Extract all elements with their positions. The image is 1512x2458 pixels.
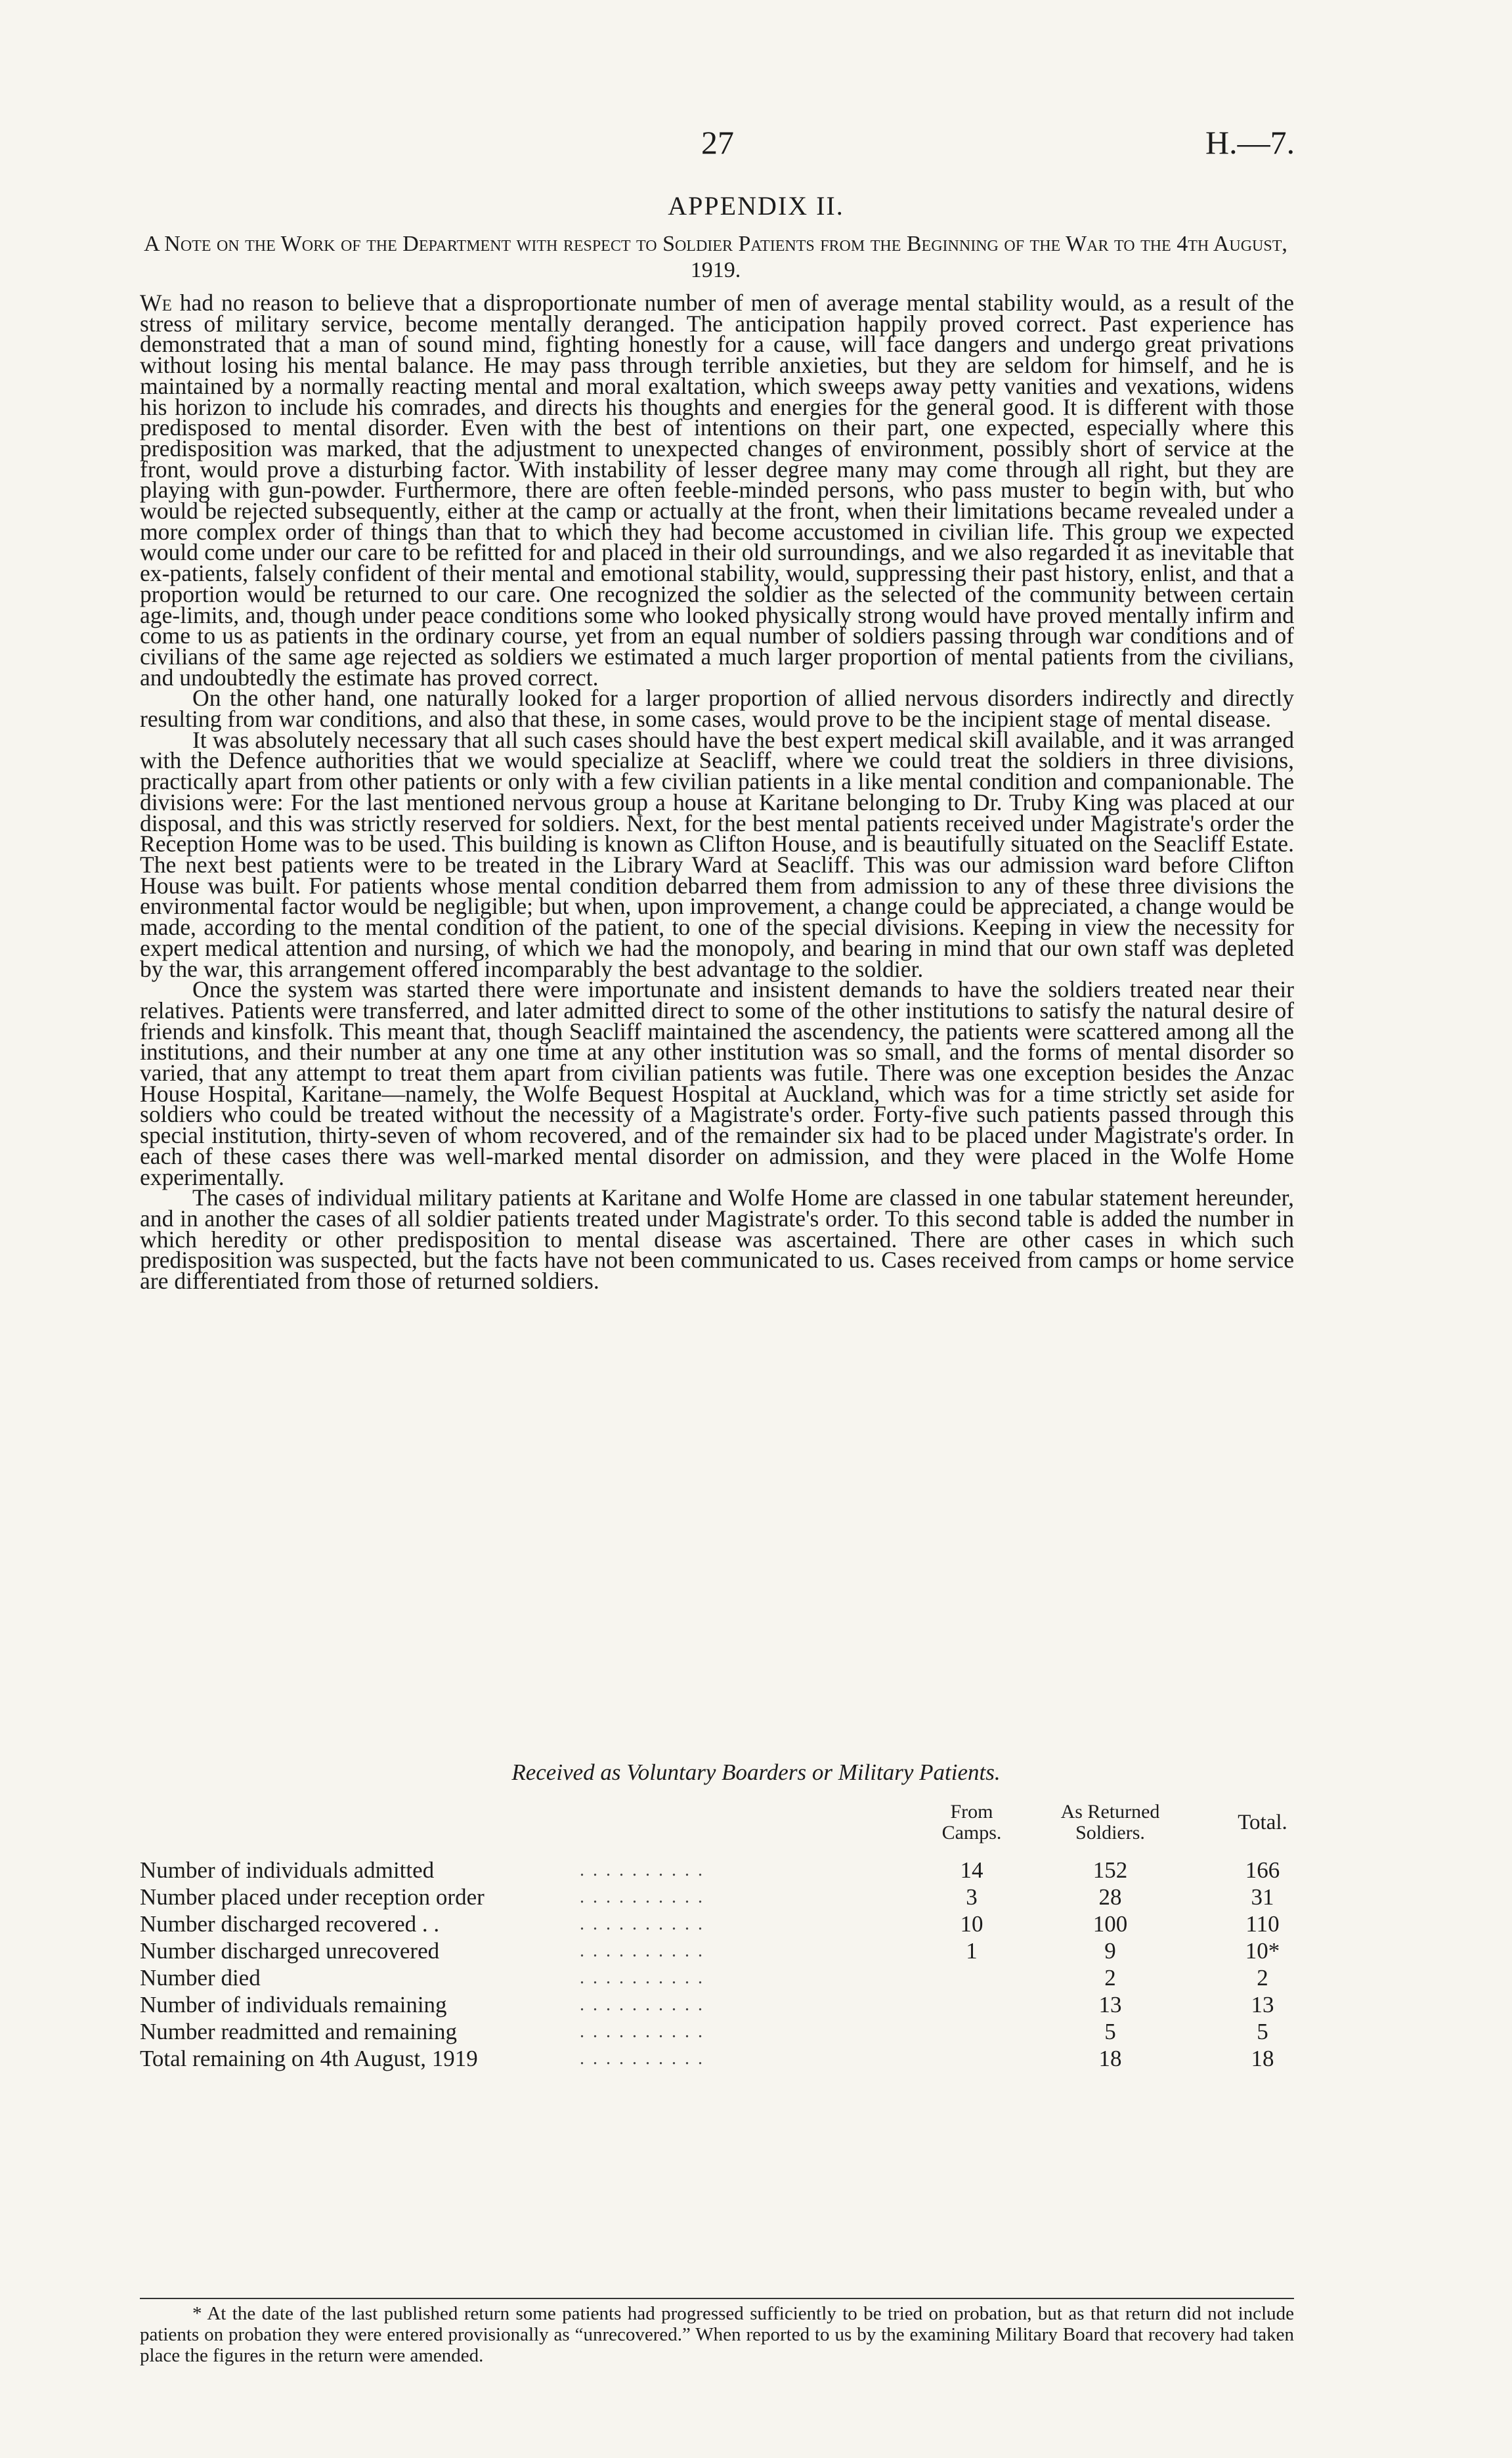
cell-from-camps: 14 [960,1857,983,1883]
paragraph-3: It was absolutely necessary that all such cases should have the best expert medical skill available, and it was arranged with the Defence authorities that we would specialize at Seacliff, where we could treat the soldiers in three divisions, practically apart from other patients or only with a few civilian patients in a like mental condition and companionable. The divisions were: For the last mentioned nervous group a house at Karitane belonging to Dr. Truby King was placed at our disposal, and this was strictly reserved for soldiers. Next, for the best mental patients received under Magistrate's order the Reception Home was to be used. This building is known as Clifton House, and is beautifully situated on the Seacliff Estate. The next best patients were to be treated in the Library Ward at Seacliff. This was our admission ward before Clifton House was built. For patients whose mental condition debarred them from admission to any of these three divisions the environmental factor would be negligible; but when, upon improvement, a change could be appreciated, a change would be made, according to the mental condition of the patient, to one of the special divisions. Keeping in view the necessity for expert medical attention and nursing, of which we had the monopoly, and bearing in mind that our own staff was depleted by the war, this arrangement offered incomparably the best advantage to the soldier. [140,726,1294,982]
cell-returned-soldiers: 152 [1092,1857,1128,1883]
table-row [140,1964,1294,1991]
row-leader-dots: . . . . . . . . . . [580,1860,704,1880]
paragraph-1-text: had no reason to believe that a disproportionate number of men of average mental stability would, as a result of the stress of military service, become mentally deranged. The anticipation happily proved correct. Past experience has demonstrated that a man of sound mind, fighting honestly for a cause, will face dangers and undergo great privations without losing his mental balance. He may pass through terrible anxieties, but they are seldom for himself, and he is maintained by a normally reacting mental and moral exaltation, which sweeps away petty vanities and vexations, widens his horizon to include his comrades, and directs his thoughts and energies for the general good. It is different with those predisposed to mental disorder. Even with the best of intentions on their part, one expected, especially where this predisposition was marked, that the adjustment to unexpected changes of environment, possibly short of service at the front, would prove a disturbing factor. With instability of lesser degree many may come through all right, but they are playing with gun-powder. Furthermore, there are often feeble-minded persons, who pass muster to begin with, but who would be rejected subsequently, either at the camp or actually at the front, when their limitations became revealed under a more complex order of things than that to which they had become accustomed in civilian life. This group we expected would come under our care to be refitted for and placed in their old surroundings, and we also regarded it as inevitable that ex-patients, falsely confident of their mental and emotional stability, would, suppressing their past history, enlist, and that a proportion would be returned to our care. One recognized the soldier as the selected of the community between certain age-limits, and, though under peace conditions some who looked physically strong would have proved mentally infirm and come to us as patients in the ordinary course, yet from an equal number of soldiers passing through war conditions and of civilians of the same age rejected as soldiers we estimated a much larger proportion of mental patients from the civilians, and undoubtedly the estimate has proved correct. [140,290,1294,691]
table-caption: Received as Voluntary Boarders or Military Patients. [511,1759,1001,1785]
row-leader-dots: . . . . . . . . . . [580,1914,704,1934]
row-label: Number discharged unrecovered [140,1938,440,1964]
statistics-table [140,1798,1294,2072]
cell-returned-soldiers: 13 [1098,1992,1122,2017]
paragraph-2: On the other hand, one naturally looked for a larger proportion of allied nervous disorders indirectly and directly resulting from war conditions, and also that these, in some cases, would prove to be the incipient stage of mental disease. [140,685,1294,733]
row-label: Number died [140,1965,261,1991]
footnote [140,2303,1294,2366]
paragraph-4: Once the system was started there were importunate and insistent demands to have the soldiers treated near their relatives. Patients were transferred, and later admitted direct to some of the other institutions to satisfy the natural desire of friends and kinsfolk. This meant that, though Seacliff maintained the ascendency, the patients were scattered among all the institutions, and their number at any one time at any other institution was so small, and the forms of mental disorder so varied, that any attempt to treat them apart from civilian patients was futile. There was one exception besides the Anzac House Hospital, Karitane—namely, the Wolfe Bequest Hospital at Auckland, which was for a time strictly set aside for soldiers who could be treated without the necessity of a Magistrate's order. Forty-five such patients passed through this special institution, thirty-seven of whom recovered, and of the remainder six had to be placed under Magistrate's order. In each of these cases there was well-marked mental disorder on admission, and they were placed in the Wolfe Home experimentally. [140,976,1294,1190]
header-from-camps: From Camps. [941,1801,1002,1844]
cell-returned-soldiers: 2 [1104,1965,1116,1991]
appendix-subtitle: A Note on the Work of the Department with respect to Soldier Patients from the Beginning of the War to the 4th August, 1919. [144,232,1287,282]
cell-returned-soldiers: 28 [1098,1884,1122,1910]
cell-total: 5 [1257,2019,1268,2044]
cell-total: 10* [1245,1938,1280,1964]
row-label: Total remaining on 4th August, 1919 [140,2046,478,2071]
table-header [140,1798,1294,1857]
header-total: Total. [1238,1811,1287,1834]
page-number: 27 [701,124,734,161]
row-leader-dots: . . . . . . . . . . [580,1887,704,1907]
cell-total: 18 [1251,2046,1274,2071]
paragraph-5: The cases of individual military patients at Karitane and Wolfe Home are classed in one tabular statement hereunder, and in another the cases of all soldier patients treated under Magistrate's order. To this second table is added the number in which heredity or other predisposition to mental disease was ascertained. There are other cases in which such predisposition was suspected, but the facts have not been communicated to us. Cases received from camps or home service are differentiated from those of returned soldiers. [140,1184,1294,1295]
footnote-rule [140,2298,1294,2299]
row-label: Number discharged recovered . . [140,1911,440,1937]
paragraph-1-lead: We [140,290,172,316]
table-row [140,2045,1294,2072]
row-label: Number of individuals admitted [140,1857,435,1883]
appendix-title: APPENDIX II. [668,191,844,221]
row-leader-dots: . . . . . . . . . . [580,2048,704,2069]
row-label: Number of individuals remaining [140,1992,447,2017]
cell-returned-soldiers: 5 [1104,2019,1116,2044]
footnote-text: * At the date of the last published return some patients had progressed sufficiently to be tried on probation, but as that return did not include patients on probation they were entered provisionally as “unrecovered.” When reported to us by the examining Military Board that recovery had taken place the figures in the return were amended. [140,2303,1294,2366]
document-reference: H.—7. [1205,124,1295,161]
row-label: Number placed under reception order [140,1884,485,1910]
cell-from-camps: 10 [960,1911,983,1937]
table-row [140,1937,1294,1964]
table-row [140,1991,1294,2018]
table-row [140,2018,1294,2045]
cell-from-camps: 3 [966,1884,978,1910]
row-label: Number readmitted and remaining [140,2019,458,2044]
row-leader-dots: . . . . . . . . . . [580,1941,704,1961]
cell-returned-soldiers: 18 [1098,2046,1122,2071]
cell-total: 110 [1245,1911,1280,1937]
cell-returned-soldiers: 100 [1092,1911,1128,1937]
table-body [140,1857,1294,2072]
cell-total: 31 [1251,1884,1274,1910]
table-row [140,1884,1294,1910]
paragraph-1 [140,290,1294,691]
cell-total: 2 [1257,1965,1268,1991]
row-leader-dots: . . . . . . . . . . [580,1994,704,2015]
row-leader-dots: . . . . . . . . . . [580,1968,704,1988]
row-leader-dots: . . . . . . . . . . [580,2021,704,2042]
cell-returned-soldiers: 9 [1104,1938,1116,1964]
body-text [140,290,1294,1295]
table-row [140,1910,1294,1937]
cell-from-camps: 1 [966,1938,978,1964]
table-row [140,1857,1294,1884]
cell-total: 166 [1245,1857,1280,1883]
header-returned-soldiers: As Returned Soldiers. [1060,1801,1160,1844]
cell-total: 13 [1251,1992,1274,2017]
